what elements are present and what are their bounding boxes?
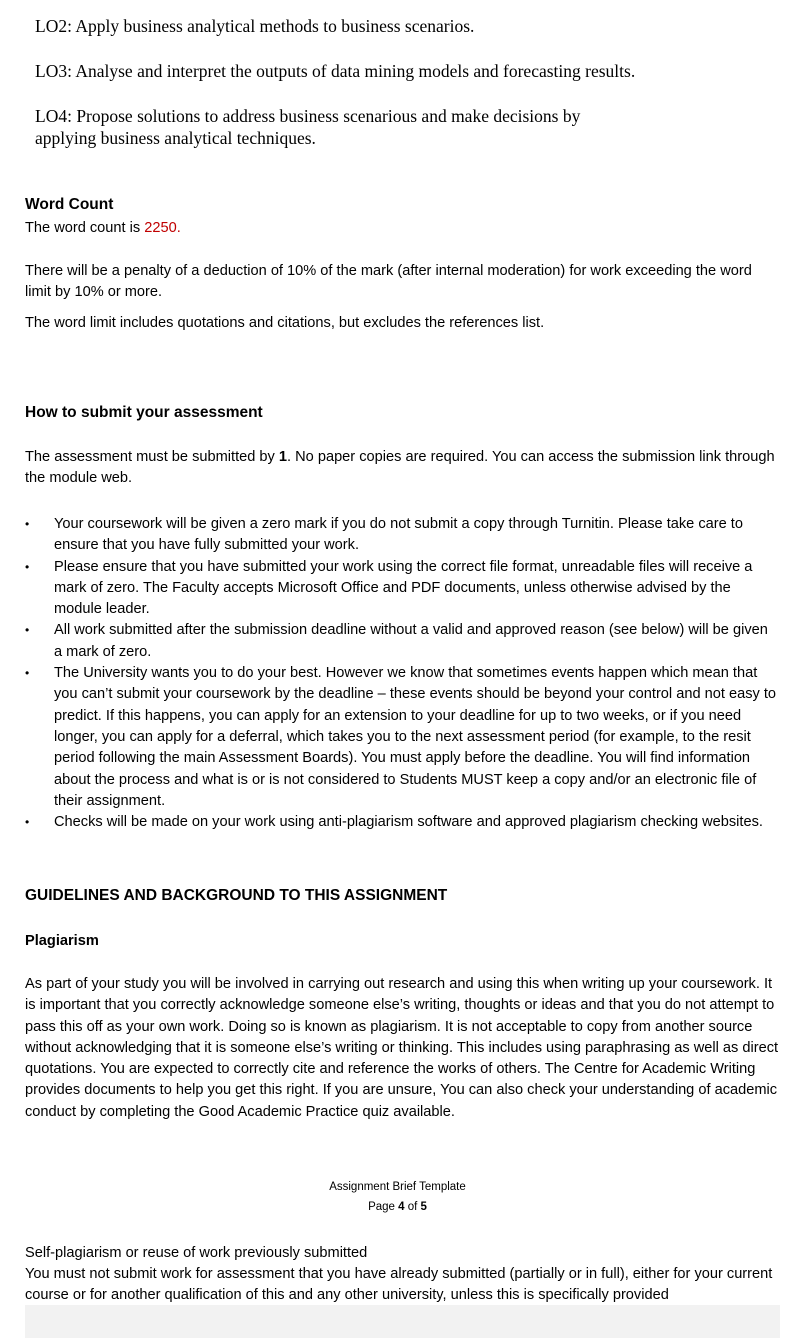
page-bottom-shading bbox=[25, 1305, 780, 1338]
list-item-text: All work submitted after the submission deadline without a valid and approved reason (see below) will be given a mark of zero. bbox=[54, 622, 768, 660]
submit-intro-suffix: . No paper copies are required. You can access the submission link through the module web. bbox=[25, 449, 775, 487]
bullet-icon: • bbox=[25, 666, 30, 681]
learning-outcome-lo3: LO3: Analyse and interpret the outputs of data mining models and forecasting results. bbox=[35, 61, 636, 81]
footer-page-number bbox=[0, 1200, 795, 1214]
bullet-icon: • bbox=[25, 559, 30, 574]
page-of-label: of bbox=[404, 1201, 421, 1213]
submission-rules-list bbox=[25, 514, 777, 833]
bullet-icon: • bbox=[25, 815, 30, 830]
page-current: 4 bbox=[398, 1201, 405, 1213]
self-plagiarism-heading: Self-plagiarism or reuse of work previously submitted bbox=[25, 1245, 368, 1261]
list-item bbox=[25, 557, 777, 621]
word-count-includes: The word limit includes quotations and citations, but excludes the references list. bbox=[25, 315, 545, 331]
submit-intro-deadline: 1 bbox=[278, 449, 288, 465]
submit-intro-prefix: The assessment must be submitted by bbox=[25, 449, 279, 465]
list-item bbox=[25, 620, 777, 663]
plagiarism-text: As part of your study you will be involved in carrying out research and using this when writing up your coursework. It is important that you correctly acknowledge someone else’s writing, thoughts or ideas and that you do not attempt to pass this off as your own work. Doing so is known as plagiarism. It is not acceptable to copy from another source without acknowledging that it is someone else’s writing or thinking. This includes using paraphrasing as well as direct quotations. You are expected to correctly cite and reference the works of others. The Centre for Academic Writing provides documents to help you get this right. If you are unsure, You can also check your understanding of academic conduct by completing the Good Academic Practice quiz available. bbox=[25, 976, 779, 1120]
list-item bbox=[25, 812, 777, 833]
bullet-icon: • bbox=[25, 517, 30, 531]
word-count-value: 2250. bbox=[144, 220, 181, 236]
list-item-text: Please ensure that you have submitted your work using the correct file format, unreadable files will receive a mark of zero. The Faculty accepts Microsoft Office and PDF documents, unless otherwise advised by the module leader. bbox=[54, 558, 753, 618]
list-item bbox=[25, 514, 777, 557]
bullet-icon: • bbox=[25, 623, 30, 638]
word-count-line bbox=[25, 218, 780, 239]
word-count-heading: Word Count bbox=[25, 196, 114, 213]
page-label: Page bbox=[368, 1201, 399, 1213]
submit-heading: How to submit your assessment bbox=[25, 404, 263, 421]
list-item-text: Your coursework will be given a zero mark if you do not submit a copy through Turnitin. Please take care to ensure that you have fully submitted your work. bbox=[54, 516, 743, 554]
plagiarism-heading: Plagiarism bbox=[25, 933, 99, 949]
list-item-text: Checks will be made on your work using anti-plagiarism software and approved plagiarism checking websites. bbox=[54, 814, 763, 831]
list-item-text: The University wants you to do your best. However we know that sometimes events happen which mean that you can’t submit your coursework by the deadline – these events should be beyond your control and not easy to predict. If this happens, you can apply for an extension to your deadline for up to two weeks, or if you need longer, you can apply for a deferral, which takes you to the next assessment period (for example, to the resit period following the main Assessment Boards). You must apply before the deadline. You will find information about the process and what is or is not considered to Students MUST keep a copy and/or an electronic file of their assignment. bbox=[54, 665, 777, 809]
learning-outcome-lo4: LO4: Propose solutions to address business scenarious and make decisions by applying business analytical techniques. bbox=[35, 106, 581, 148]
learning-outcome-lo2: LO2: Apply business analytical methods to business scenarios. bbox=[35, 16, 475, 36]
self-plagiarism-text: You must not submit work for assessment that you have already submitted (partially or in full), either for your current course or for another qualification of this and any other university, unless this is specifically provided bbox=[25, 1266, 773, 1304]
submit-intro bbox=[25, 447, 780, 490]
guidelines-heading: GUIDELINES AND BACKGROUND TO THIS ASSIGNMENT bbox=[25, 887, 448, 904]
footer-template-name: Assignment Brief Template bbox=[329, 1181, 466, 1193]
page-total: 5 bbox=[420, 1201, 427, 1213]
word-count-prefix: The word count is bbox=[25, 220, 145, 236]
word-count-penalty: There will be a penalty of a deduction of 10% of the mark (after internal moderation) for work exceeding the word limit by 10% or more. bbox=[25, 263, 752, 301]
list-item bbox=[25, 663, 777, 812]
